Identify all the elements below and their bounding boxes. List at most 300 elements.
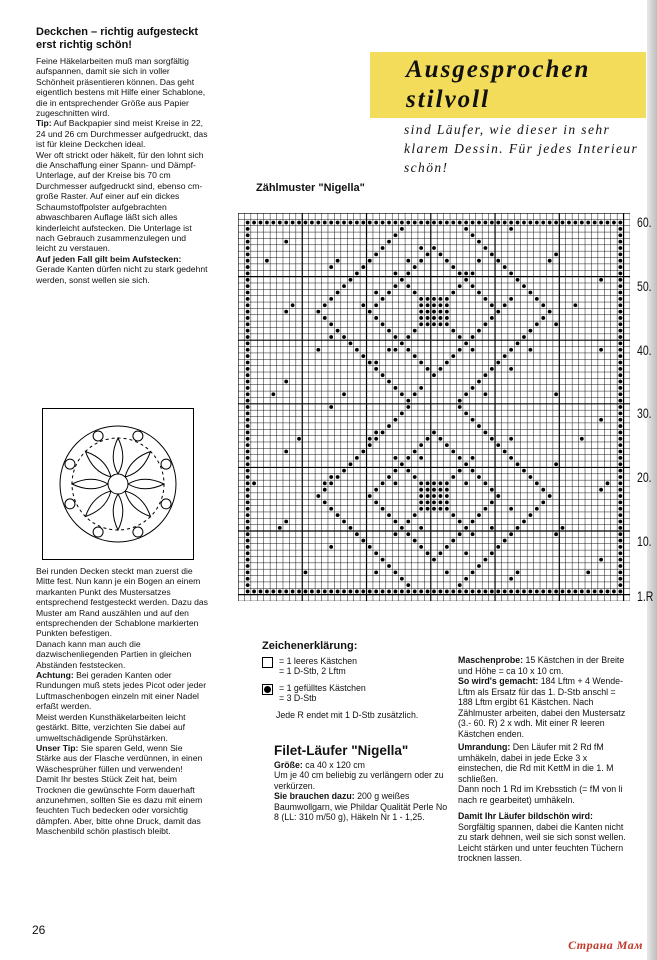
filled-stitch-dot bbox=[387, 291, 391, 295]
bildschoen-text: Sorgfältig spannen, dabei die Kanten nicht zu stark dehnen, weil sie sich sonst wellen. Leicht stärken und unter feuchten Tüchern trocknen lassen. bbox=[458, 821, 626, 863]
filled-stitch-dot bbox=[484, 481, 488, 485]
filet-chart-grid bbox=[238, 213, 630, 601]
filled-stitch-dot bbox=[252, 590, 256, 594]
filled-stitch-dot bbox=[516, 590, 520, 594]
filled-stitch-dot bbox=[471, 335, 475, 339]
legend bbox=[262, 641, 452, 720]
filled-stitch-dot bbox=[432, 322, 436, 326]
filled-stitch-dot bbox=[246, 252, 250, 256]
filled-stitch-dot bbox=[445, 316, 449, 320]
petal-shape bbox=[113, 494, 123, 530]
filled-stitch-dot bbox=[471, 456, 475, 460]
filled-stitch-dot bbox=[329, 507, 333, 511]
filled-stitch-dot bbox=[535, 481, 539, 485]
filled-stitch-dot bbox=[336, 291, 340, 295]
scallop-shape bbox=[133, 527, 143, 537]
filled-stitch-dot bbox=[246, 431, 250, 435]
filled-stitch-dot bbox=[458, 583, 462, 587]
chart-title: Zählmuster "Nigella" bbox=[256, 182, 365, 194]
filled-stitch-dot bbox=[618, 392, 622, 396]
filled-stitch-dot bbox=[618, 564, 622, 568]
filled-stitch-dot bbox=[618, 570, 622, 574]
filled-stitch-dot bbox=[477, 475, 481, 479]
filled-stitch-dot bbox=[509, 348, 513, 352]
filled-stitch-dot bbox=[323, 501, 327, 505]
legend-row-filled bbox=[262, 683, 452, 704]
filled-stitch-dot bbox=[477, 221, 481, 225]
filled-stitch-dot bbox=[419, 488, 423, 492]
right-column-instructions bbox=[458, 655, 630, 864]
filled-stitch-dot bbox=[548, 494, 552, 498]
filled-stitch-dot bbox=[432, 494, 436, 498]
filled-stitch-dot bbox=[400, 590, 404, 594]
filled-stitch-dot bbox=[406, 456, 410, 460]
filled-stitch-dot bbox=[516, 526, 520, 530]
filled-stitch-dot bbox=[246, 246, 250, 250]
filled-stitch-dot bbox=[477, 590, 481, 594]
intro-paragraph-1: Feine Häkelarbeiten muß man sorgfältig aufspannen, damit sie sich in voller Schönheit präsentieren können. Das geht eigentlich bestens mit Hilfe einer Schablone, die in entsprechender Größe aus Papier zugeschnitten wird. bbox=[36, 56, 206, 119]
filled-stitch-dot bbox=[439, 252, 443, 256]
lower-paragraph-2: Danach kann man auch die dazwischenliegenden Partien in gleichen Abständen feststecken. bbox=[36, 638, 192, 670]
filled-stitch-dot bbox=[606, 481, 610, 485]
filet-title: Filet-Läufer "Nigella" bbox=[274, 743, 409, 758]
filled-stitch-dot bbox=[355, 590, 359, 594]
groesse-text: ca 40 x 120 cm bbox=[305, 759, 365, 770]
filled-stitch-dot bbox=[618, 373, 622, 377]
filled-stitch-dot bbox=[246, 462, 250, 466]
filled-stitch-dot bbox=[323, 316, 327, 320]
filled-stitch-dot bbox=[246, 583, 250, 587]
filled-stitch-dot bbox=[458, 335, 462, 339]
filled-stitch-dot bbox=[387, 513, 391, 517]
filled-stitch-dot bbox=[599, 221, 603, 225]
filled-stitch-dot bbox=[561, 221, 565, 225]
filled-stitch-dot bbox=[516, 221, 520, 225]
filled-stitch-dot bbox=[406, 532, 410, 536]
filled-stitch-dot bbox=[419, 507, 423, 511]
filled-stitch-dot bbox=[618, 335, 622, 339]
filled-stitch-dot bbox=[394, 570, 398, 574]
filled-stitch-dot bbox=[509, 577, 513, 581]
filled-stitch-dot bbox=[387, 240, 391, 244]
filled-stitch-dot bbox=[509, 367, 513, 371]
filled-stitch-dot bbox=[284, 240, 288, 244]
filled-stitch-dot bbox=[374, 221, 378, 225]
filled-stitch-dot bbox=[541, 488, 545, 492]
filled-stitch-dot bbox=[548, 310, 552, 314]
filled-stitch-dot bbox=[464, 526, 468, 530]
filled-stitch-dot bbox=[548, 590, 552, 594]
filled-stitch-dot bbox=[368, 361, 372, 365]
filled-stitch-dot bbox=[329, 335, 333, 339]
filled-stitch-dot bbox=[445, 545, 449, 549]
filled-stitch-dot bbox=[439, 310, 443, 314]
filled-stitch-dot bbox=[419, 526, 423, 530]
filled-stitch-dot bbox=[316, 590, 320, 594]
filled-stitch-dot bbox=[246, 564, 250, 568]
filled-stitch-dot bbox=[419, 361, 423, 365]
filled-stitch-dot bbox=[432, 246, 436, 250]
filled-stitch-dot bbox=[400, 278, 404, 282]
filled-stitch-dot bbox=[464, 221, 468, 225]
filet-instructions bbox=[274, 743, 454, 823]
filled-stitch-dot bbox=[374, 437, 378, 441]
filled-stitch-dot bbox=[618, 246, 622, 250]
filled-stitch-dot bbox=[464, 411, 468, 415]
filled-stitch-dot bbox=[484, 431, 488, 435]
filled-stitch-dot bbox=[439, 322, 443, 326]
filled-stitch-dot bbox=[484, 590, 488, 594]
filled-stitch-dot bbox=[516, 570, 520, 574]
achtung-text: Bei geraden Kanten oder Rundungen muß stets jedes Picot oder jeder Luftmaschenbogen einzeln mit einer Nadel erfaßt werden. bbox=[36, 670, 207, 712]
filled-stitch-dot bbox=[618, 284, 622, 288]
filled-stitch-dot bbox=[554, 322, 558, 326]
filled-stitch-dot bbox=[336, 259, 340, 263]
filled-stitch-dot bbox=[246, 501, 250, 505]
filled-stitch-dot bbox=[246, 233, 250, 237]
filled-stitch-dot bbox=[419, 590, 423, 594]
filled-stitch-dot bbox=[535, 507, 539, 511]
filled-stitch-dot bbox=[329, 590, 333, 594]
filled-stitch-dot bbox=[432, 221, 436, 225]
filled-stitch-dot bbox=[522, 469, 526, 473]
unser-tip-text: Sie sparen Geld, wenn Sie Stärke aus der Flasche verdünnen, in einen Wäschesprüher füllen und verwenden! bbox=[36, 742, 203, 774]
filled-stitch-dot bbox=[284, 520, 288, 524]
filled-stitch-dot bbox=[381, 373, 385, 377]
filled-stitch-dot bbox=[490, 551, 494, 555]
filled-stitch-dot bbox=[394, 386, 398, 390]
probe-text: 15 Kästchen in der Breite und Höhe = ca 10 x 10 cm. bbox=[458, 655, 625, 676]
filled-stitch-dot bbox=[381, 297, 385, 301]
filled-stitch-dot bbox=[503, 539, 507, 543]
filled-stitch-dot bbox=[477, 329, 481, 333]
filled-stitch-dot bbox=[355, 272, 359, 276]
filled-stitch-dot bbox=[406, 520, 410, 524]
filled-stitch-dot bbox=[394, 348, 398, 352]
scallop-shape bbox=[161, 499, 171, 509]
filled-stitch-dot bbox=[329, 481, 333, 485]
filled-stitch-dot bbox=[284, 380, 288, 384]
filled-stitch-dot bbox=[439, 437, 443, 441]
filled-stitch-dot bbox=[246, 443, 250, 447]
filled-stitch-dot bbox=[413, 450, 417, 454]
filled-stitch-dot bbox=[413, 221, 417, 225]
filled-stitch-dot bbox=[567, 590, 571, 594]
filled-stitch-dot bbox=[528, 590, 532, 594]
filled-stitch-dot bbox=[484, 507, 488, 511]
filled-stitch-dot bbox=[381, 507, 385, 511]
filled-stitch-dot bbox=[432, 507, 436, 511]
filled-stitch-dot bbox=[445, 488, 449, 492]
filled-stitch-dot bbox=[445, 259, 449, 263]
filled-stitch-dot bbox=[458, 405, 462, 409]
filled-stitch-dot bbox=[336, 221, 340, 225]
filled-stitch-dot bbox=[618, 424, 622, 428]
filled-stitch-dot bbox=[432, 373, 436, 377]
filled-stitch-dot bbox=[439, 501, 443, 505]
filled-stitch-dot bbox=[535, 322, 539, 326]
filled-stitch-dot bbox=[458, 456, 462, 460]
filled-stitch-dot bbox=[618, 577, 622, 581]
filled-stitch-dot bbox=[471, 570, 475, 574]
filled-stitch-dot bbox=[471, 520, 475, 524]
filled-stitch-dot bbox=[484, 246, 488, 250]
left-column-lower bbox=[36, 566, 208, 837]
filled-stitch-dot bbox=[580, 437, 584, 441]
filled-stitch-dot bbox=[618, 590, 622, 594]
filled-stitch-dot bbox=[618, 545, 622, 549]
filled-stitch-dot bbox=[329, 221, 333, 225]
wirds-text: 184 Lftm + 4 Wende-Lftm als Ersatz für das 1. D-Stb anschl = 188 Lftm ergibt 61 Kästchen. Nach Zählmuster arbeiten, dabei den Mustersatz (3.- 60. R) 2 x wdh. Mit einer R leeren Kästchen enden. bbox=[458, 676, 626, 739]
filled-stitch-dot bbox=[368, 310, 372, 314]
filled-stitch-dot bbox=[496, 259, 500, 263]
filled-stitch-dot bbox=[445, 361, 449, 365]
filled-stitch-dot bbox=[413, 539, 417, 543]
filled-stitch-dot bbox=[484, 322, 488, 326]
filled-stitch-dot bbox=[246, 545, 250, 549]
filled-stitch-dot bbox=[374, 570, 378, 574]
filled-stitch-dot bbox=[374, 488, 378, 492]
filled-stitch-dot bbox=[471, 348, 475, 352]
petal-shape bbox=[85, 491, 110, 516]
filled-stitch-dot bbox=[246, 513, 250, 517]
filled-stitch-dot bbox=[246, 316, 250, 320]
filled-stitch-dot bbox=[426, 494, 430, 498]
scallop-shape bbox=[93, 431, 103, 441]
filled-stitch-dot bbox=[471, 469, 475, 473]
filled-stitch-dot bbox=[535, 221, 539, 225]
probe-label: Maschenprobe: bbox=[458, 655, 524, 665]
filled-stitch-dot bbox=[458, 469, 462, 473]
filled-stitch-dot bbox=[528, 513, 532, 517]
filled-stitch-dot bbox=[522, 590, 526, 594]
filled-stitch-dot bbox=[464, 577, 468, 581]
filled-stitch-dot bbox=[246, 284, 250, 288]
filled-stitch-dot bbox=[618, 462, 622, 466]
watermark: Страна Мам bbox=[568, 938, 643, 952]
filled-stitch-dot bbox=[316, 221, 320, 225]
filled-stitch-dot bbox=[484, 558, 488, 562]
filled-stitch-dot bbox=[426, 310, 430, 314]
filled-stitch-dot bbox=[413, 291, 417, 295]
filled-stitch-dot bbox=[477, 291, 481, 295]
legend-filled-text: = 1 gefülltes Kästchen = 3 D-Stb bbox=[279, 682, 366, 703]
filled-stitch-dot bbox=[304, 590, 308, 594]
filled-stitch-dot bbox=[394, 532, 398, 536]
filled-stitch-dot bbox=[419, 297, 423, 301]
filled-stitch-dot bbox=[426, 316, 430, 320]
filled-stitch-dot bbox=[496, 310, 500, 314]
filled-stitch-dot bbox=[323, 481, 327, 485]
filled-stitch-dot bbox=[368, 443, 372, 447]
filled-stitch-dot bbox=[599, 348, 603, 352]
filled-stitch-dot bbox=[573, 590, 577, 594]
petal-shape bbox=[125, 451, 150, 476]
petal-shape bbox=[125, 491, 150, 516]
filled-stitch-dot bbox=[406, 272, 410, 276]
filled-stitch-dot bbox=[297, 221, 301, 225]
filled-stitch-dot bbox=[439, 367, 443, 371]
filled-stitch-dot bbox=[387, 424, 391, 428]
filled-stitch-dot bbox=[432, 316, 436, 320]
filled-stitch-dot bbox=[426, 252, 430, 256]
filled-stitch-dot bbox=[419, 259, 423, 263]
filled-stitch-dot bbox=[278, 221, 282, 225]
filled-stitch-dot bbox=[400, 411, 404, 415]
filled-stitch-dot bbox=[381, 481, 385, 485]
filled-stitch-dot bbox=[400, 392, 404, 396]
filled-stitch-dot bbox=[496, 361, 500, 365]
filled-stitch-dot bbox=[432, 488, 436, 492]
filled-stitch-dot bbox=[394, 469, 398, 473]
filled-stitch-dot bbox=[246, 475, 250, 479]
filled-stitch-dot bbox=[400, 577, 404, 581]
filled-stitch-dot bbox=[406, 590, 410, 594]
filled-stitch-dot bbox=[381, 558, 385, 562]
filled-stitch-dot bbox=[246, 488, 250, 492]
filled-stitch-dot bbox=[509, 272, 513, 276]
filled-stitch-dot bbox=[496, 221, 500, 225]
filled-stitch-dot bbox=[471, 532, 475, 536]
filled-stitch-dot bbox=[618, 316, 622, 320]
filled-stitch-dot bbox=[252, 221, 256, 225]
filled-stitch-dot bbox=[618, 469, 622, 473]
filled-stitch-dot bbox=[516, 462, 520, 466]
filled-stitch-dot bbox=[246, 539, 250, 543]
filled-stitch-dot bbox=[432, 431, 436, 435]
filled-stitch-dot bbox=[246, 481, 250, 485]
filled-stitch-dot bbox=[618, 520, 622, 524]
filled-stitch-dot bbox=[304, 221, 308, 225]
filled-stitch-dot bbox=[445, 507, 449, 511]
banner-title-line-2: stilvoll bbox=[406, 86, 491, 113]
filled-stitch-dot bbox=[541, 221, 545, 225]
filled-stitch-dot bbox=[387, 475, 391, 479]
filled-stitch-dot bbox=[490, 221, 494, 225]
filled-stitch-dot bbox=[458, 590, 462, 594]
filled-stitch-dot bbox=[310, 221, 314, 225]
filled-stitch-dot bbox=[246, 322, 250, 326]
filled-stitch-dot bbox=[394, 221, 398, 225]
filled-stitch-dot bbox=[246, 558, 250, 562]
filled-stitch-dot bbox=[246, 361, 250, 365]
filled-stitch-dot bbox=[618, 303, 622, 307]
filled-stitch-dot bbox=[387, 221, 391, 225]
filled-stitch-dot bbox=[484, 392, 488, 396]
filled-stitch-dot bbox=[618, 583, 622, 587]
filled-stitch-dot bbox=[406, 259, 410, 263]
filled-stitch-dot bbox=[618, 450, 622, 454]
filled-stitch-dot bbox=[374, 303, 378, 307]
filled-stitch-dot bbox=[458, 399, 462, 403]
filled-stitch-dot bbox=[599, 590, 603, 594]
filled-stitch-dot bbox=[361, 450, 365, 454]
filled-stitch-dot bbox=[394, 590, 398, 594]
filled-stitch-dot bbox=[246, 348, 250, 352]
filled-stitch-dot bbox=[387, 329, 391, 333]
filled-stitch-dot bbox=[374, 291, 378, 295]
filled-stitch-dot bbox=[406, 405, 410, 409]
filled-stitch-dot bbox=[535, 297, 539, 301]
filled-stitch-dot bbox=[439, 590, 443, 594]
filled-stitch-dot bbox=[394, 520, 398, 524]
filled-stitch-dot bbox=[329, 475, 333, 479]
filled-stitch-dot bbox=[374, 252, 378, 256]
filled-stitch-dot bbox=[541, 303, 545, 307]
filled-stitch-dot bbox=[342, 284, 346, 288]
filled-stitch-dot bbox=[342, 221, 346, 225]
filled-stitch-dot bbox=[336, 475, 340, 479]
filled-stitch-dot bbox=[323, 303, 327, 307]
filled-stitch-dot bbox=[271, 392, 275, 396]
filled-stitch-dot bbox=[329, 545, 333, 549]
filled-stitch-dot bbox=[432, 310, 436, 314]
filled-stitch-dot bbox=[246, 456, 250, 460]
filled-stitch-dot bbox=[355, 532, 359, 536]
filled-stitch-dot bbox=[554, 590, 558, 594]
legend-note: Jede R endet mit 1 D-Stb zusätzlich. bbox=[276, 709, 419, 720]
filled-stitch-dot bbox=[554, 221, 558, 225]
filled-stitch-dot bbox=[464, 227, 468, 231]
filled-stitch-dot bbox=[618, 348, 622, 352]
filled-stitch-dot bbox=[445, 297, 449, 301]
filled-stitch-dot bbox=[439, 316, 443, 320]
filled-stitch-dot bbox=[528, 329, 532, 333]
filled-stitch-dot bbox=[618, 532, 622, 536]
filled-stitch-dot bbox=[419, 386, 423, 390]
filled-stitch-dot bbox=[349, 526, 353, 530]
filled-stitch-dot bbox=[246, 411, 250, 415]
filled-stitch-dot bbox=[580, 221, 584, 225]
legend-row-empty bbox=[262, 656, 452, 677]
filled-stitch-dot bbox=[432, 481, 436, 485]
filled-stitch-dot bbox=[304, 570, 308, 574]
filled-stitch-dot bbox=[618, 322, 622, 326]
filled-stitch-dot bbox=[342, 469, 346, 473]
filled-stitch-dot bbox=[471, 590, 475, 594]
filled-stitch-dot bbox=[509, 507, 513, 511]
filled-stitch-dot bbox=[265, 259, 269, 263]
filled-stitch-dot bbox=[368, 590, 372, 594]
filled-stitch-dot bbox=[618, 380, 622, 384]
filled-stitch-dot bbox=[419, 303, 423, 307]
filled-stitch-dot bbox=[246, 329, 250, 333]
filled-stitch-dot bbox=[618, 272, 622, 276]
filled-stitch-dot bbox=[336, 329, 340, 333]
filled-stitch-dot bbox=[316, 310, 320, 314]
filled-stitch-dot bbox=[413, 513, 417, 517]
filled-stitch-dot bbox=[413, 590, 417, 594]
filled-stitch-dot bbox=[503, 590, 507, 594]
filled-stitch-dot bbox=[439, 221, 443, 225]
filled-stitch-dot bbox=[349, 590, 353, 594]
filled-stitch-dot bbox=[246, 341, 250, 345]
filled-stitch-dot bbox=[426, 501, 430, 505]
filled-stitch-dot bbox=[509, 221, 513, 225]
filled-stitch-dot bbox=[419, 456, 423, 460]
filled-stitch-dot bbox=[246, 526, 250, 530]
filled-stitch-dot bbox=[387, 348, 391, 352]
filled-stitch-dot bbox=[509, 297, 513, 301]
filled-stitch-dot bbox=[426, 481, 430, 485]
filled-stitch-dot bbox=[618, 475, 622, 479]
filled-stitch-dot bbox=[310, 590, 314, 594]
filled-stitch-dot bbox=[419, 246, 423, 250]
filled-stitch-dot bbox=[419, 316, 423, 320]
filled-stitch-dot bbox=[426, 488, 430, 492]
filled-stitch-dot bbox=[246, 590, 250, 594]
filled-stitch-dot bbox=[406, 335, 410, 339]
